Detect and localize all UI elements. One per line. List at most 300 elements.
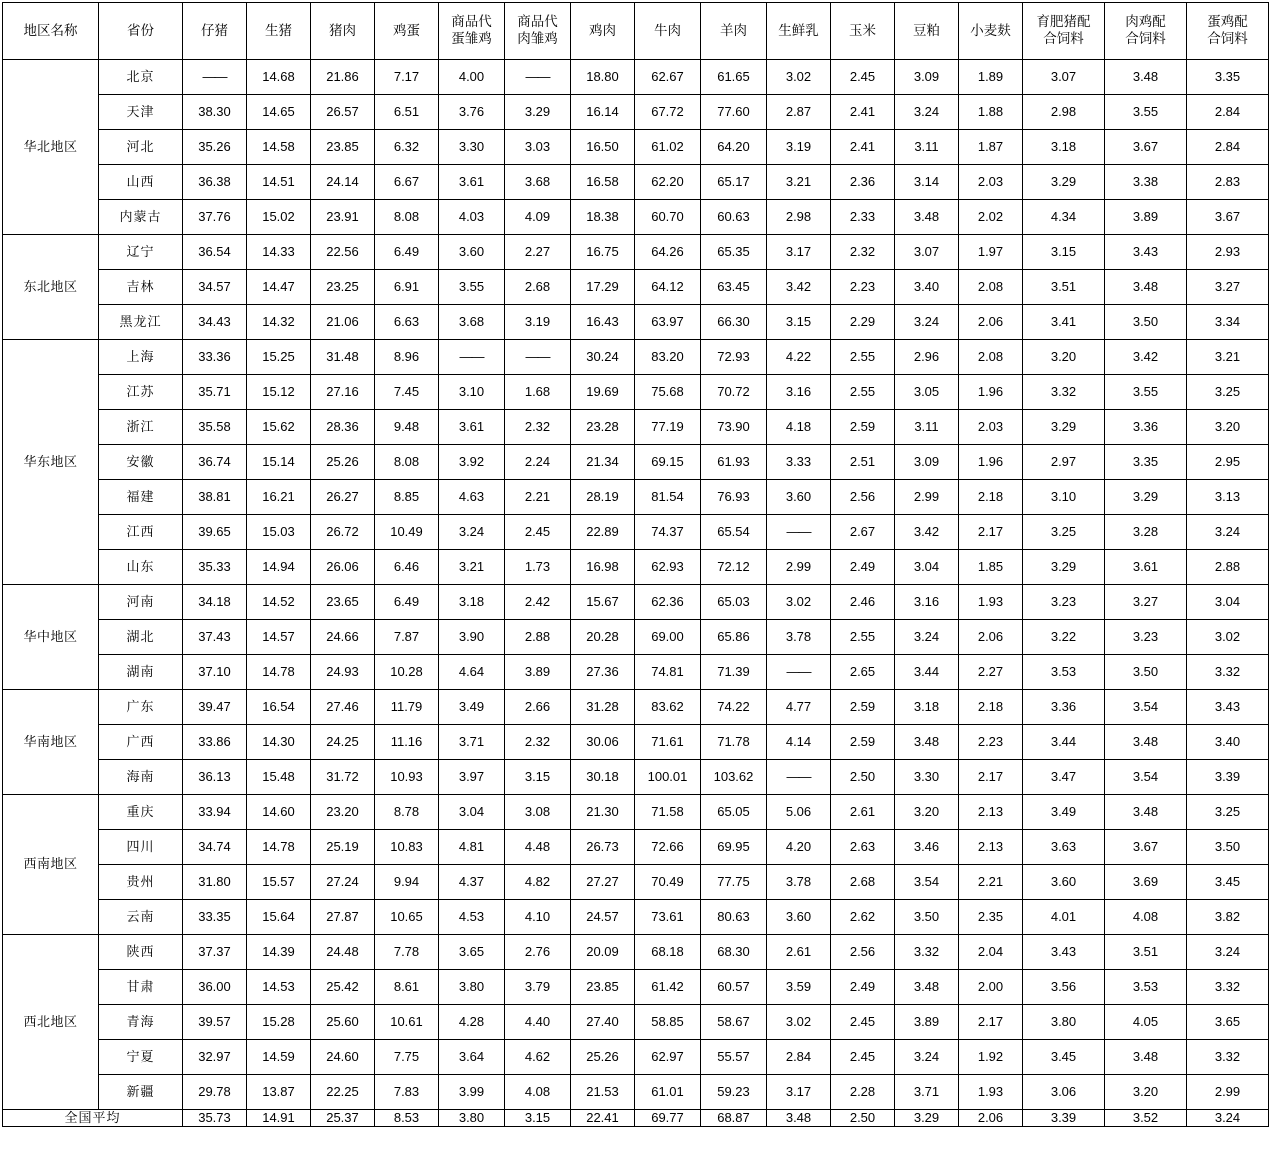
region-cell: 东北地区 xyxy=(3,235,99,340)
value-cell: 64.26 xyxy=(635,235,701,270)
value-cell: 2.61 xyxy=(767,935,831,970)
value-cell: 3.48 xyxy=(895,970,959,1005)
value-cell: 27.16 xyxy=(311,375,375,410)
value-cell: 23.91 xyxy=(311,200,375,235)
footer-cell: 3.24 xyxy=(1187,1110,1269,1127)
value-cell: 15.67 xyxy=(571,585,635,620)
value-cell: 2.23 xyxy=(831,270,895,305)
value-cell: 74.37 xyxy=(635,515,701,550)
value-cell: 3.55 xyxy=(1105,375,1187,410)
value-cell: 3.55 xyxy=(439,270,505,305)
value-cell: 22.56 xyxy=(311,235,375,270)
value-cell: 70.72 xyxy=(701,375,767,410)
value-cell: 33.35 xyxy=(183,900,247,935)
value-cell: 34.74 xyxy=(183,830,247,865)
value-cell: 7.87 xyxy=(375,620,439,655)
value-cell: 24.25 xyxy=(311,725,375,760)
value-cell: 34.57 xyxy=(183,270,247,305)
value-cell: 4.53 xyxy=(439,900,505,935)
value-cell: 3.25 xyxy=(1187,375,1269,410)
footer-cell: 14.91 xyxy=(247,1110,311,1127)
value-cell: 83.20 xyxy=(635,340,701,375)
column-header-wheat-bran: 小麦麸 xyxy=(959,3,1023,60)
province-cell: 四川 xyxy=(99,830,183,865)
value-cell: 72.12 xyxy=(701,550,767,585)
value-cell: 3.60 xyxy=(767,900,831,935)
value-cell: 3.92 xyxy=(439,445,505,480)
value-cell: 3.24 xyxy=(895,620,959,655)
value-cell: 2.51 xyxy=(831,445,895,480)
value-cell: 2.99 xyxy=(1187,1075,1269,1110)
value-cell: 63.45 xyxy=(701,270,767,305)
value-cell: 3.90 xyxy=(439,620,505,655)
value-cell: 4.62 xyxy=(505,1040,571,1075)
value-cell: 16.50 xyxy=(571,130,635,165)
value-cell: 3.30 xyxy=(895,760,959,795)
value-cell: 77.19 xyxy=(635,410,701,445)
value-cell: 3.06 xyxy=(1023,1075,1105,1110)
value-cell: 23.85 xyxy=(571,970,635,1005)
value-cell: 15.62 xyxy=(247,410,311,445)
value-cell: 3.24 xyxy=(895,1040,959,1075)
value-cell: 3.78 xyxy=(767,865,831,900)
value-cell: 2.24 xyxy=(505,445,571,480)
column-header-egg: 鸡蛋 xyxy=(375,3,439,60)
footer-cell: 3.52 xyxy=(1105,1110,1187,1127)
value-cell: 61.01 xyxy=(635,1075,701,1110)
column-header-pig-feed: 育肥猪配 合饲料 xyxy=(1023,3,1105,60)
value-cell: 14.39 xyxy=(247,935,311,970)
value-cell: 71.78 xyxy=(701,725,767,760)
value-cell: 64.20 xyxy=(701,130,767,165)
table-row xyxy=(3,795,1269,830)
value-cell: 3.65 xyxy=(439,935,505,970)
value-cell: 3.54 xyxy=(1105,760,1187,795)
province-cell: 江西 xyxy=(99,515,183,550)
value-cell: 16.14 xyxy=(571,95,635,130)
footer-cell: 3.39 xyxy=(1023,1110,1105,1127)
value-cell: 2.99 xyxy=(895,480,959,515)
value-cell: 6.46 xyxy=(375,550,439,585)
value-cell: 22.25 xyxy=(311,1075,375,1110)
value-cell: 14.47 xyxy=(247,270,311,305)
value-cell: 3.30 xyxy=(439,130,505,165)
value-cell: 24.93 xyxy=(311,655,375,690)
header-row xyxy=(3,3,1269,60)
value-cell: 2.46 xyxy=(831,585,895,620)
value-cell: 3.89 xyxy=(1105,200,1187,235)
value-cell: 16.54 xyxy=(247,690,311,725)
value-cell: 2.04 xyxy=(959,935,1023,970)
value-cell: 77.75 xyxy=(701,865,767,900)
value-cell: 3.29 xyxy=(1105,480,1187,515)
value-cell: 3.80 xyxy=(1023,1005,1105,1040)
footer-cell: 68.87 xyxy=(701,1110,767,1127)
value-cell: 10.93 xyxy=(375,760,439,795)
column-header-broiler-chick: 商品代 肉雏鸡 xyxy=(505,3,571,60)
value-cell: 2.35 xyxy=(959,900,1023,935)
value-cell: 2.03 xyxy=(959,410,1023,445)
value-cell: 2.45 xyxy=(831,1040,895,1075)
value-cell: 3.24 xyxy=(1187,935,1269,970)
table-row xyxy=(3,970,1269,1005)
value-cell: 8.96 xyxy=(375,340,439,375)
value-cell: 14.60 xyxy=(247,795,311,830)
value-cell: 6.91 xyxy=(375,270,439,305)
column-header-piglet: 仔猪 xyxy=(183,3,247,60)
value-cell: 2.59 xyxy=(831,690,895,725)
value-cell: 3.68 xyxy=(439,305,505,340)
value-cell: 4.63 xyxy=(439,480,505,515)
value-cell: 4.14 xyxy=(767,725,831,760)
column-header-beef: 牛肉 xyxy=(635,3,701,60)
value-cell: 3.53 xyxy=(1105,970,1187,1005)
value-cell: 3.40 xyxy=(895,270,959,305)
value-cell: 3.67 xyxy=(1187,200,1269,235)
value-cell: 3.29 xyxy=(505,95,571,130)
value-cell: 6.63 xyxy=(375,305,439,340)
value-cell: 4.40 xyxy=(505,1005,571,1040)
value-cell: 39.57 xyxy=(183,1005,247,1040)
value-cell: 3.25 xyxy=(1187,795,1269,830)
value-cell: 68.18 xyxy=(635,935,701,970)
value-cell: 4.22 xyxy=(767,340,831,375)
value-cell: 2.45 xyxy=(505,515,571,550)
province-cell: 安徽 xyxy=(99,445,183,480)
value-cell: 11.16 xyxy=(375,725,439,760)
value-cell: 3.20 xyxy=(1187,410,1269,445)
value-cell: 2.36 xyxy=(831,165,895,200)
value-cell: —— xyxy=(439,340,505,375)
value-cell: 74.22 xyxy=(701,690,767,725)
value-cell: 35.33 xyxy=(183,550,247,585)
value-cell: 36.13 xyxy=(183,760,247,795)
column-header-mutton: 羊肉 xyxy=(701,3,767,60)
value-cell: —— xyxy=(183,60,247,95)
value-cell: 9.94 xyxy=(375,865,439,900)
value-cell: 2.76 xyxy=(505,935,571,970)
province-cell: 浙江 xyxy=(99,410,183,445)
value-cell: 62.93 xyxy=(635,550,701,585)
value-cell: 2.21 xyxy=(505,480,571,515)
value-cell: 3.05 xyxy=(895,375,959,410)
value-cell: 3.33 xyxy=(767,445,831,480)
value-cell: 7.45 xyxy=(375,375,439,410)
value-cell: 3.80 xyxy=(439,970,505,1005)
column-header-broiler-feed: 肉鸡配 合饲料 xyxy=(1105,3,1187,60)
value-cell: 3.36 xyxy=(1105,410,1187,445)
value-cell: 81.54 xyxy=(635,480,701,515)
value-cell: 4.82 xyxy=(505,865,571,900)
value-cell: 1.87 xyxy=(959,130,1023,165)
value-cell: 16.21 xyxy=(247,480,311,515)
value-cell: 20.09 xyxy=(571,935,635,970)
value-cell: 3.17 xyxy=(767,1075,831,1110)
value-cell: 3.23 xyxy=(1105,620,1187,655)
value-cell: 2.67 xyxy=(831,515,895,550)
value-cell: 2.32 xyxy=(505,725,571,760)
value-cell: 2.62 xyxy=(831,900,895,935)
value-cell: 6.49 xyxy=(375,585,439,620)
province-cell: 北京 xyxy=(99,60,183,95)
value-cell: 3.49 xyxy=(439,690,505,725)
footer-row xyxy=(3,1110,1269,1127)
table-row xyxy=(3,1075,1269,1110)
value-cell: 23.85 xyxy=(311,130,375,165)
value-cell: 2.68 xyxy=(831,865,895,900)
value-cell: 7.75 xyxy=(375,1040,439,1075)
value-cell: 3.53 xyxy=(1023,655,1105,690)
value-cell: 59.23 xyxy=(701,1075,767,1110)
value-cell: 3.64 xyxy=(439,1040,505,1075)
value-cell: 3.42 xyxy=(767,270,831,305)
value-cell: 27.87 xyxy=(311,900,375,935)
value-cell: 22.89 xyxy=(571,515,635,550)
value-cell: 4.20 xyxy=(767,830,831,865)
value-cell: 26.06 xyxy=(311,550,375,585)
value-cell: 23.20 xyxy=(311,795,375,830)
value-cell: 20.28 xyxy=(571,620,635,655)
value-cell: —— xyxy=(767,760,831,795)
value-cell: 3.13 xyxy=(1187,480,1269,515)
value-cell: 4.77 xyxy=(767,690,831,725)
value-cell: 3.24 xyxy=(895,95,959,130)
table-header xyxy=(3,3,1269,60)
value-cell: 3.32 xyxy=(895,935,959,970)
value-cell: 38.30 xyxy=(183,95,247,130)
value-cell: 2.06 xyxy=(959,620,1023,655)
value-cell: 23.25 xyxy=(311,270,375,305)
value-cell: 3.65 xyxy=(1187,1005,1269,1040)
value-cell: 2.56 xyxy=(831,935,895,970)
value-cell: 3.23 xyxy=(1023,585,1105,620)
value-cell: 60.63 xyxy=(701,200,767,235)
value-cell: 4.10 xyxy=(505,900,571,935)
table-row xyxy=(3,725,1269,760)
value-cell: 4.34 xyxy=(1023,200,1105,235)
value-cell: 3.68 xyxy=(505,165,571,200)
value-cell: 2.63 xyxy=(831,830,895,865)
value-cell: 14.68 xyxy=(247,60,311,95)
value-cell: 3.48 xyxy=(1105,60,1187,95)
province-cell: 云南 xyxy=(99,900,183,935)
table-row xyxy=(3,410,1269,445)
value-cell: 30.24 xyxy=(571,340,635,375)
value-cell: 83.62 xyxy=(635,690,701,725)
table-row xyxy=(3,1005,1269,1040)
value-cell: 2.21 xyxy=(959,865,1023,900)
value-cell: 73.61 xyxy=(635,900,701,935)
footer-cell: 2.06 xyxy=(959,1110,1023,1127)
footer-cell: 8.53 xyxy=(375,1110,439,1127)
value-cell: 24.14 xyxy=(311,165,375,200)
region-cell: 华南地区 xyxy=(3,690,99,795)
value-cell: 2.41 xyxy=(831,95,895,130)
value-cell: 35.26 xyxy=(183,130,247,165)
column-header-chicken: 鸡肉 xyxy=(571,3,635,60)
value-cell: 3.69 xyxy=(1105,865,1187,900)
value-cell: 2.18 xyxy=(959,480,1023,515)
value-cell: 3.29 xyxy=(1023,165,1105,200)
value-cell: 25.26 xyxy=(571,1040,635,1075)
value-cell: 62.97 xyxy=(635,1040,701,1075)
value-cell: 64.12 xyxy=(635,270,701,305)
value-cell: 15.02 xyxy=(247,200,311,235)
value-cell: 2.87 xyxy=(767,95,831,130)
province-cell: 天津 xyxy=(99,95,183,130)
table-row xyxy=(3,865,1269,900)
value-cell: 39.65 xyxy=(183,515,247,550)
value-cell: 3.08 xyxy=(505,795,571,830)
table-row xyxy=(3,620,1269,655)
value-cell: 80.63 xyxy=(701,900,767,935)
value-cell: 2.41 xyxy=(831,130,895,165)
value-cell: 36.54 xyxy=(183,235,247,270)
value-cell: 3.20 xyxy=(1023,340,1105,375)
value-cell: 34.43 xyxy=(183,305,247,340)
value-cell: 100.01 xyxy=(635,760,701,795)
value-cell: 3.34 xyxy=(1187,305,1269,340)
province-cell: 吉林 xyxy=(99,270,183,305)
value-cell: 3.10 xyxy=(439,375,505,410)
value-cell: 2.68 xyxy=(505,270,571,305)
province-cell: 宁夏 xyxy=(99,1040,183,1075)
value-cell: 1.93 xyxy=(959,585,1023,620)
value-cell: 2.02 xyxy=(959,200,1023,235)
value-cell: 8.08 xyxy=(375,200,439,235)
value-cell: 2.23 xyxy=(959,725,1023,760)
value-cell: 2.93 xyxy=(1187,235,1269,270)
value-cell: 3.50 xyxy=(895,900,959,935)
value-cell: 58.85 xyxy=(635,1005,701,1040)
value-cell: 3.55 xyxy=(1105,95,1187,130)
value-cell: 3.54 xyxy=(895,865,959,900)
value-cell: 2.88 xyxy=(505,620,571,655)
table-footer xyxy=(3,1110,1269,1127)
value-cell: 26.73 xyxy=(571,830,635,865)
value-cell: 2.66 xyxy=(505,690,571,725)
value-cell: 75.68 xyxy=(635,375,701,410)
table-row xyxy=(3,130,1269,165)
value-cell: 3.14 xyxy=(895,165,959,200)
value-cell: 3.56 xyxy=(1023,970,1105,1005)
value-cell: 3.02 xyxy=(767,60,831,95)
value-cell: 2.08 xyxy=(959,340,1023,375)
value-cell: 24.48 xyxy=(311,935,375,970)
value-cell: 1.93 xyxy=(959,1075,1023,1110)
value-cell: 7.78 xyxy=(375,935,439,970)
column-header-corn: 玉米 xyxy=(831,3,895,60)
province-cell: 青海 xyxy=(99,1005,183,1040)
value-cell: 3.46 xyxy=(895,830,959,865)
value-cell: 69.95 xyxy=(701,830,767,865)
value-cell: 2.17 xyxy=(959,1005,1023,1040)
value-cell: 35.71 xyxy=(183,375,247,410)
province-cell: 贵州 xyxy=(99,865,183,900)
value-cell: 3.09 xyxy=(895,445,959,480)
value-cell: 1.85 xyxy=(959,550,1023,585)
value-cell: 3.97 xyxy=(439,760,505,795)
value-cell: 3.67 xyxy=(1105,830,1187,865)
value-cell: 16.58 xyxy=(571,165,635,200)
value-cell: 2.45 xyxy=(831,60,895,95)
value-cell: 1.68 xyxy=(505,375,571,410)
value-cell: 3.50 xyxy=(1105,305,1187,340)
value-cell: 2.65 xyxy=(831,655,895,690)
value-cell: 27.24 xyxy=(311,865,375,900)
province-cell: 湖南 xyxy=(99,655,183,690)
value-cell: 2.13 xyxy=(959,795,1023,830)
value-cell: 3.43 xyxy=(1187,690,1269,725)
value-cell: 1.73 xyxy=(505,550,571,585)
value-cell: 31.72 xyxy=(311,760,375,795)
value-cell: 3.99 xyxy=(439,1075,505,1110)
value-cell: 2.55 xyxy=(831,375,895,410)
value-cell: 3.02 xyxy=(767,585,831,620)
value-cell: 3.24 xyxy=(439,515,505,550)
value-cell: 10.65 xyxy=(375,900,439,935)
column-header-province: 省份 xyxy=(99,3,183,60)
value-cell: 6.32 xyxy=(375,130,439,165)
value-cell: 6.67 xyxy=(375,165,439,200)
value-cell: 26.27 xyxy=(311,480,375,515)
value-cell: 19.69 xyxy=(571,375,635,410)
table-row xyxy=(3,585,1269,620)
value-cell: 2.13 xyxy=(959,830,1023,865)
value-cell: 71.61 xyxy=(635,725,701,760)
value-cell: 4.28 xyxy=(439,1005,505,1040)
value-cell: 21.53 xyxy=(571,1075,635,1110)
value-cell: 1.96 xyxy=(959,445,1023,480)
value-cell: 3.24 xyxy=(1187,515,1269,550)
province-cell: 上海 xyxy=(99,340,183,375)
table-row xyxy=(3,1040,1269,1075)
value-cell: 3.32 xyxy=(1187,1040,1269,1075)
value-cell: 62.36 xyxy=(635,585,701,620)
value-cell: 8.08 xyxy=(375,445,439,480)
province-cell: 广西 xyxy=(99,725,183,760)
value-cell: 24.60 xyxy=(311,1040,375,1075)
value-cell: 3.45 xyxy=(1023,1040,1105,1075)
value-cell: 7.83 xyxy=(375,1075,439,1110)
value-cell: 3.04 xyxy=(439,795,505,830)
value-cell: 3.40 xyxy=(1187,725,1269,760)
value-cell: 33.86 xyxy=(183,725,247,760)
value-cell: 21.30 xyxy=(571,795,635,830)
value-cell: 3.29 xyxy=(1023,410,1105,445)
value-cell: 36.38 xyxy=(183,165,247,200)
value-cell: 2.45 xyxy=(831,1005,895,1040)
table-row xyxy=(3,95,1269,130)
value-cell: 3.39 xyxy=(1187,760,1269,795)
value-cell: 3.25 xyxy=(1023,515,1105,550)
province-cell: 甘肃 xyxy=(99,970,183,1005)
value-cell: 36.74 xyxy=(183,445,247,480)
province-cell: 海南 xyxy=(99,760,183,795)
value-cell: 2.32 xyxy=(831,235,895,270)
value-cell: 24.57 xyxy=(571,900,635,935)
column-header-layer-chick: 商品代 蛋雏鸡 xyxy=(439,3,505,60)
value-cell: 3.89 xyxy=(505,655,571,690)
value-cell: 2.55 xyxy=(831,340,895,375)
value-cell: 61.93 xyxy=(701,445,767,480)
value-cell: 2.61 xyxy=(831,795,895,830)
value-cell: 3.42 xyxy=(1105,340,1187,375)
value-cell: 14.32 xyxy=(247,305,311,340)
footer-cell: 3.29 xyxy=(895,1110,959,1127)
value-cell: 1.88 xyxy=(959,95,1023,130)
table-row xyxy=(3,480,1269,515)
